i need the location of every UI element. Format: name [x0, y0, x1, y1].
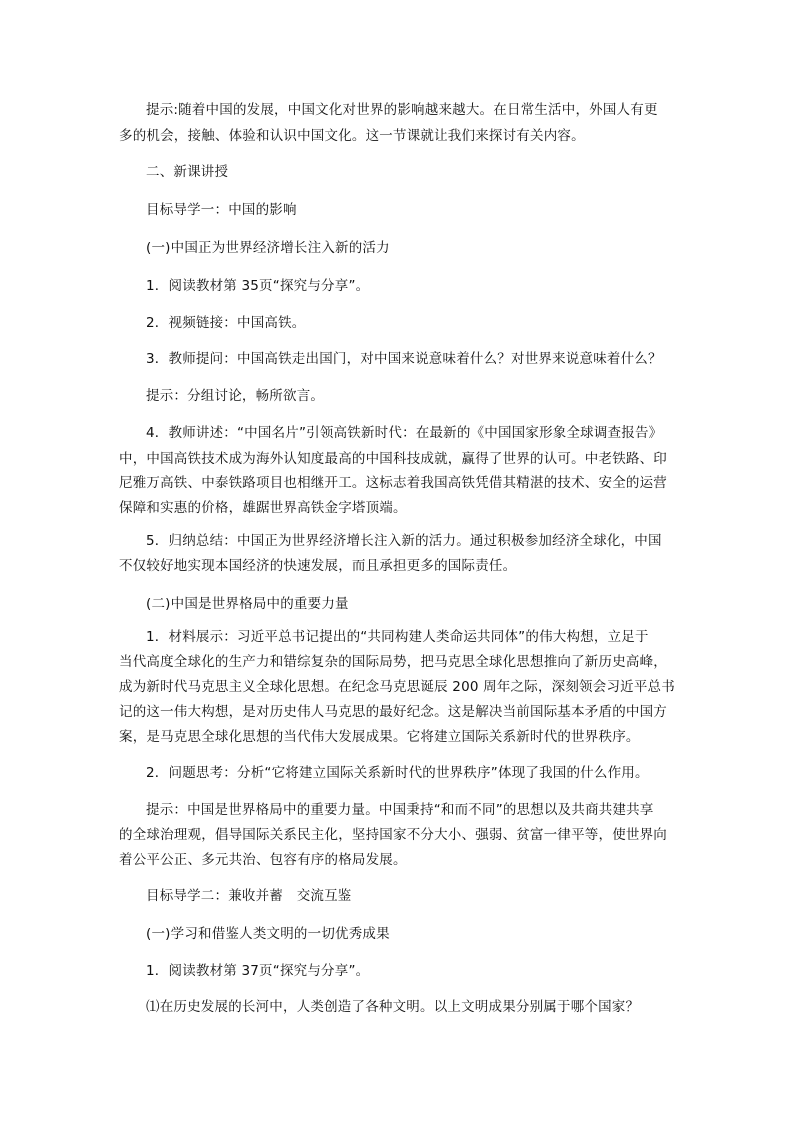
- list-item-5-line2: 不仅较好地实现本国经济的快速发展，而且承担更多的国际责任。: [119, 558, 517, 574]
- hint-paragraph-2-line1: 提示：中国是世界格局中的重要力量。中国秉持“和而不同”的思想以及共商共建共享: [146, 802, 654, 818]
- goal-heading-1: 目标导学一：中国的影响: [146, 202, 297, 218]
- list-item-4-line3: 尼雅万高铁、中泰铁路项目也相继开工。这标志着我国高铁凭借其精湛的技术、安全的运营: [119, 475, 667, 491]
- list-item-6-line1: 1．材料展示：习近平总书记提出的“共同构建人类命运共同体”的伟大构想，立足于: [146, 629, 649, 645]
- list-item-1: 1．阅读教材第 35页“探究与分享”。: [146, 278, 370, 294]
- hint-paragraph-2-line2: 的全球治理观，倡导国际关系民主化，坚持国家不分大小、强弱、贫富一律平等，使世界向: [119, 827, 667, 843]
- list-item-4-line2: 中，中国高铁技术成为海外认知度最高的中国科技成就，赢得了世界的认可。中老铁路、印: [119, 451, 667, 467]
- list-item-7: 2．问题思考：分析“它将建立国际关系新时代的世界秩序”体现了我国的什么作用。: [146, 765, 649, 781]
- list-item-8: 1．阅读教材第 37页“探究与分享”。: [146, 963, 370, 979]
- list-item-6-line2: 当代高度全球化的生产力和错综复杂的国际局势，把马克思全球化思想推向了新历史高峰，: [119, 654, 667, 670]
- list-item-2: 2．视频链接：中国高铁。: [146, 315, 306, 331]
- hint-paragraph-2-line3: 着公平公正、多元共治、包容有序的格局发展。: [119, 852, 407, 868]
- list-item-6-line3: 成为新时代马克思主义全球化思想。在纪念马克思诞辰 200 周年之际，深刻领会习近平总书: [119, 679, 675, 695]
- subheading-2: (二)中国是世界格局中的重要力量: [146, 596, 349, 612]
- list-item-6-line5: 案，是马克思全球化思想的当代伟大发展成果。它将建立国际关系新时代的世界秩序。: [119, 729, 640, 745]
- goal-heading-2: 目标导学二：兼收并蓄 交流互鉴: [146, 888, 352, 904]
- subheading-1: (一)中国正为世界经济增长注入新的活力: [146, 240, 390, 256]
- section-heading-new-lesson: 二、新课讲授: [146, 164, 229, 180]
- list-item-4-line4: 保障和实惠的价格，雄踞世界高铁金字塔顶端。: [119, 500, 407, 516]
- paragraph-hint-intro-line1: 提示:随着中国的发展，中国文化对世界的影响越来越大。在日常生活中，外国人有更: [146, 102, 658, 118]
- paragraph-hint-intro-line2: 多的机会，接触、体验和认识中国文化。这一节课就让我们来探讨有关内容。: [119, 128, 585, 144]
- list-item-6-line4: 记的这一伟大构想，是对历史伟人马克思的最好纪念。这是解决当前国际基本矛盾的中国方: [119, 704, 667, 720]
- list-item-9: ⑴在历史发展的长河中，人类创造了各种文明。以上文明成果分别属于哪个国家？: [146, 999, 640, 1015]
- hint-paragraph-1: 提示：分组讨论，畅所欲言。: [146, 388, 325, 404]
- list-item-3: 3．教师提问：中国高铁走出国门，对中国来说意味着什么？对世界来说意味着什么？: [146, 351, 662, 367]
- subheading-3: (一)学习和借鉴人类文明的一切优秀成果: [146, 926, 390, 942]
- list-item-5-line1: 5．归纳总结：中国正为世界经济增长注入新的活力。通过积极参加经济全球化，中国: [146, 533, 662, 549]
- list-item-4-line1: 4．教师讲述：“中国名片”引领高铁新时代：在最新的《中国国家形象全球调查报告》: [146, 425, 663, 441]
